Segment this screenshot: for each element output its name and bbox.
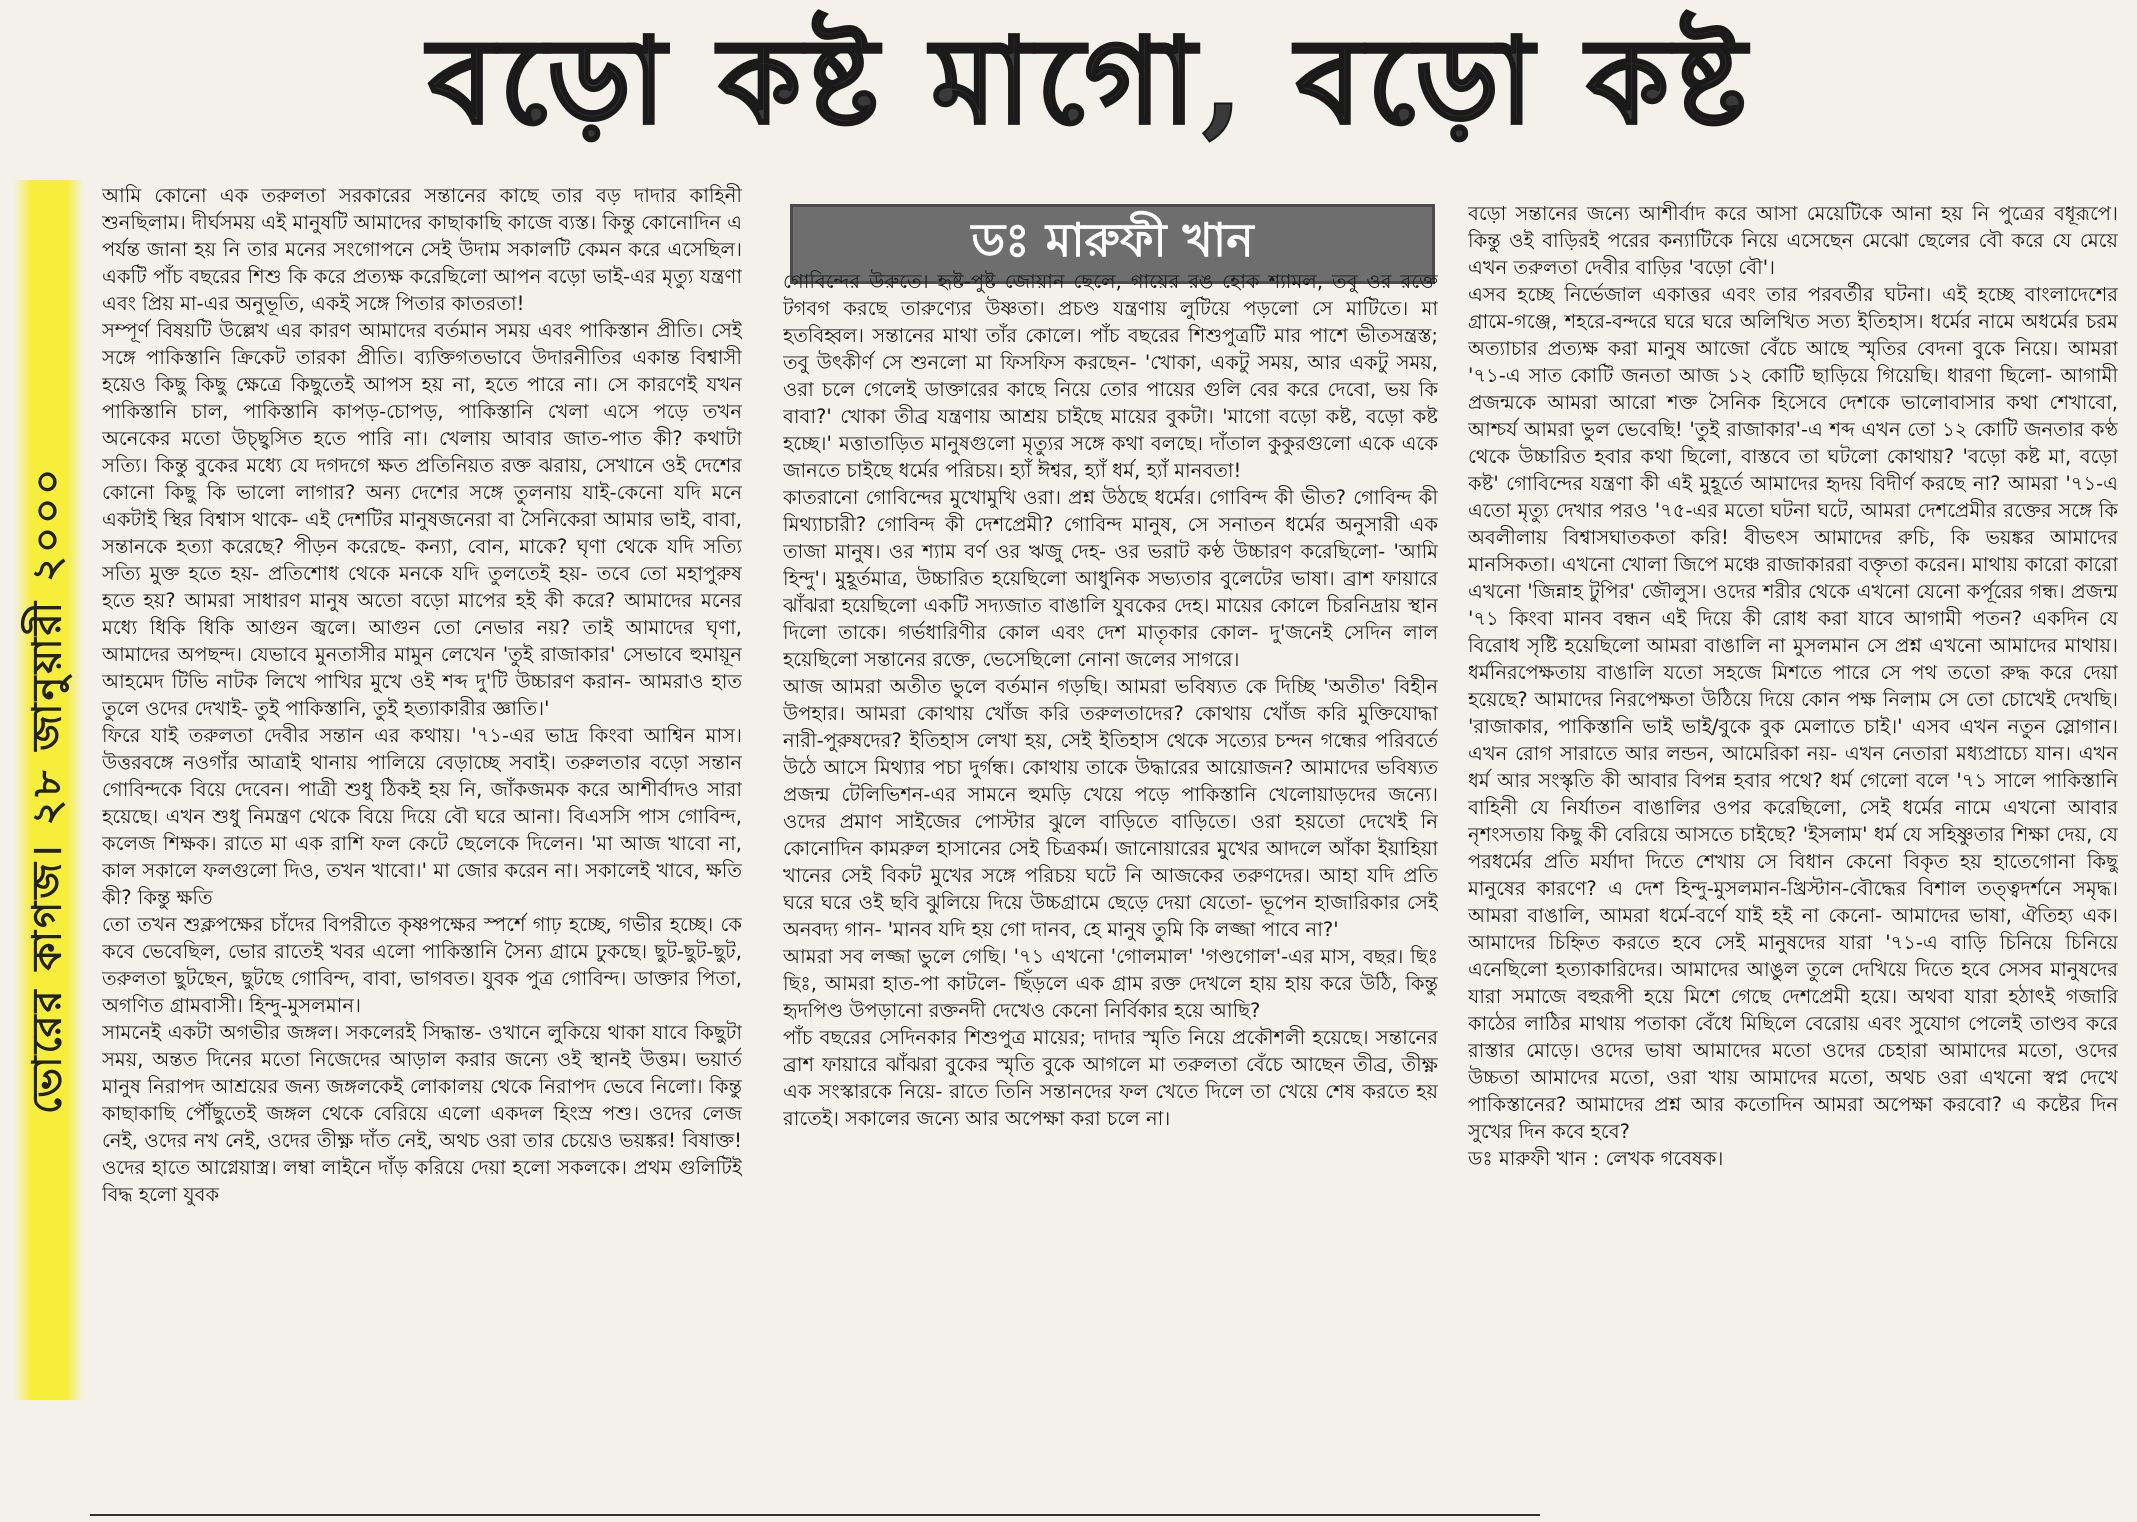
paragraph: আজ আমরা অতীত ভুলে বর্তমান গড়ছি। আমরা ভবিষ্যত কে দিচ্ছি 'অতীত' বিহীন উপহার। আমরা কোথায় খোঁজ করি তরুলতাদের? কোথায় খোঁজ করি মুক্তিযোদ্ধা নারী-পুরুষদের? ইতিহাস লেখা হয়, সেই ইতিহাস থেকে সত্যের চন্দন গন্ধের পরিবর্তে উঠে আসে মিথ্যার পচা দুর্গন্ধ। কোথায় তাকে উদ্ধারের আয়োজন? আমাদের ভবিষ্যত প্রজন্ম টেলিভিশন-এর সামনে হুমড়ি খেয়ে পড়ে পাকিস্তানি খেলোয়াড়দের জন্যে। ওদের প্রমাণ সাইজের পোস্টার ঝুলে বাড়িতে বাড়িতে। ওরা হয়তো দেখেই নি কোনোদিন কামরুল হাসানের সেই চিত্রকর্ম। জানোয়ারের মুখের আদলে আঁকা ইয়াহিয়া খানের সেই বিকট মুখের সঙ্গে পরিচয় ঘটে নি আজকের তরুণদের। আহা যদি প্রতি ঘরে ঘরে ওই ছবি ঝুলিয়ে দিয়ে উচ্চগ্রামে ছেড়ে দেয়া যেতো- ভূপেন হাজারিকার সেই অনবদ্য গান- 'মানব যদি হয় গো দানব, হে মানুষ তুমি কি লজ্জা পাবে না?': [783, 675, 1438, 941]
column-middle: [783, 268, 1438, 1512]
paragraph: পাঁচ বছরের সেদিনকার শিশুপুত্র মায়ের; দাদার স্মৃতি নিয়ে প্রকৌশলী হয়েছে। সন্তানের ব্রাশ ফায়ারে ঝাঁঝরা বুকের স্মৃতি বুকে আগলে মা তরুলতা বেঁচে আছেন তীব্র, তীক্ষ্ণ এক সংস্কারকে নিয়ে- রাতে তিনি সন্তানদের ফল খেতে দিলে তা খেয়ে শেষ করতে হয় রাতেই। সকালের জন্যে আর অপেক্ষা করা চলে না।: [783, 1026, 1438, 1130]
author-byline: ডঃ মারুফী খান: [971, 213, 1254, 267]
paragraph: আমি কোনো এক তরুলতা সরকারের সন্তানের কাছে তার বড় দাদার কাহিনী শুনছিলাম। দীর্ঘসময় এই মানুষটি আমাদের কাছাকাছি কাজে ব্যস্ত। কিন্তু কোনোদিন এ পর্যন্ত জানা হয় নি তার মনের সংগোপনে সেই উদাম সকালটি কেমন করে এসেছিল। একটি পাঁচ বছরের শিশু কি করে প্রত্যক্ষ করেছিলো আপন বড়ো ভাই-এর মৃত্যু যন্ত্রণা এবং প্রিয় মা-এর অনুভূতি, একই সঙ্গে পিতার কাতরতা!: [102, 184, 742, 315]
paragraph: এসব হচ্ছে নির্ভেজাল একাত্তর এবং তার পরবর্তীর ঘটনা। এই হচ্ছে বাংলাদেশের গ্রামে-গঞ্জে, শহরে-বন্দরে ঘরে ঘরে অলিখিত সত্য ইতিহাস। ধর্মের নামে অধর্মের চরম অত্যাচার প্রত্যক্ষ করা মানুষ আজো বেঁচে আছে স্মৃতির বেদনা বুকে নিয়ে। আমরা '৭১-এ সাত কোটি জনতা আজ ১২ কোটি ছাড়িয়ে গিয়েছি। ধারণা ছিলো- আগামী প্রজন্মকে আমরা আরো শক্ত সৈনিক হিসেবে দেশকে ভালোবাসার কথা শেখাবো, আশ্চর্য আমরা ভুল ভেবেছি! 'তুই রাজাকার'-এ শব্দ এখন তো ১২ কোটি জনতার কণ্ঠ থেকে উচ্চারিত হবার কথা ছিলো, বাস্তবে তা ঘটলো কোথায়? 'বড়ো কষ্ট মা, বড়ো কষ্ট' গোবিন্দের যন্ত্রণা কী এই মুহূর্তে আমাদের হৃদয় বিদীর্ণ করছে না? আমরা '৭১-এ এতো মৃত্যু দেখার পরও '৭৫-এর মতো ঘটনা ঘটে, আমরা দেশপ্রেমীর রক্তের সঙ্গে কি অবলীলায় বিশ্বাসঘাতকতা করি! বীভৎস আমাদের রুচি, কি ভয়ঙ্কর আমাদের মানসিকতা। এখনো খোলা জিপে মঞ্চে রাজাকাররা বক্তৃতা করেন। মাথায় কারো কারো এখনো 'জিন্নাহ টুপির' জৌলুস। ওদের শরীর থেকে এখনো যেনো কর্পূরের গন্ধ। প্রজন্ম '৭১ কিংবা মানব বন্ধন এই দিয়ে কী রোধ করা যাবে আগামী পতন? একদিন যে বিরোধ সৃষ্টি হয়েছিলো আমরা বাঙালি না মুসলমান সে প্রশ্ন এখনো আমাদের মাথায়। ধর্মনিরপেক্ষতায় বাঙালি যতো সহজে মিশতে পারে সে পথ ততো রুদ্ধ করে দেয়া হয়েছে? আমাদের নিরপেক্ষতা উঠিয়ে দিয়ে কোন পক্ষ নিলাম সে তো চোখেই দেখছি। 'রাজাকার, পাকিস্তানি ভাই ভাই/বুকে বুক মেলাতে চাই।' এসব এখন নতুন স্লোগান। এখন রোগ সারাতে আর লন্ডন, আমেরিকা নয়- এখন নেতারা মধ্যপ্রাচ্যে যান। এখন ধর্ম আর সংস্কৃতি কী আবার বিপন্ন হবার পথে? ধর্ম গেলো বলে '৭১ সালে পাকিস্তানি বাহিনী যে নির্যাতন বাঙালির ওপর করেছিলো, সেই ধর্মের নামে এখনো আবার নৃশংসতায় কিছু কী বেরিয়ে আসতে চাইছে? 'ইসলাম' ধর্ম যে সহিষ্ণুতার শিক্ষা দেয়, যে পরধর্মের প্রতি মর্যাদা দিতে শেখায় সে বিধান কেনো বিকৃত হয় হাতেগোনা কিছু মানুষের কারণে? এ দেশ হিন্দু-মুসলমান-খ্রিস্টান-বৌদ্ধের বিশাল তত্ত্বদর্শনে সমৃদ্ধ। আমরা বাঙালি, আমরা ধর্মে-বর্ণে যাই হই না কেনো- আমাদের ভাষা, ঐতিহ্য এক। আমাদের চিহ্নিত করতে হবে সেই মানুষদের যারা '৭১-এ বাড়ি চিনিয়ে চিনিয়ে এনেছিলো হত্যাকারিদের। আমাদের আঙুল তুলে দেখিয়ে দিতে হবে সেসব মানুষদের যারা সমাজে বহুরূপী হয়ে মিশে গেছে দেশপ্রেমী হয়ে। অথবা যারা হঠাৎই গজারি কাঠের লাঠির মাথায় পতাকা বেঁধে মিছিলে বেরোয় এবং সুযোগ পেলেই তাণ্ডব করে রাস্তার মোড়ে। ওদের ভাষা আমাদের মতো ওদের চেহারা আমাদের মতো, ওদের উচ্চতা আমাদের মতো, ওরা খায় আমাদের মতো, অথচ ওরা এখনো স্বপ্ন দেখে পাকিস্তানের? আমাদের প্রশ্ন আর কতোদিন আমরা অপেক্ষা করবো? এ কষ্টের দিন সুখের দিন কবে হবে?: [1468, 283, 2118, 1143]
column-left: [102, 182, 742, 1512]
paragraph: গোবিন্দের উরুতে। হৃষ্ট-পুষ্ট জোয়ান ছেলে, গায়ের রঙ হোক শ্যামল, তবু ওর রক্তে টগবগ করছে তারুণ্যের উষ্ণতা। প্রচণ্ড যন্ত্রণায় লুটিয়ে পড়লো সে মাটিতে। মা হতবিহ্বল। সন্তানের মাথা তাঁর কোলে। পাঁচ বছরের শিশুপুত্রটি মার পাশে ভীতসন্ত্রস্ত; তবু উৎকীর্ণ সে শুনলো মা ফিসফিস করছেন- 'খোকা, একটু সময়, আর একটু সময়, ওরা চলে গেলেই ডাক্তারের কাছে নিয়ে তোর পায়ের গুলি বের করে দেবো, ভয় কি বাবা?' খোকা তীব্র যন্ত্রণায় আশ্রয় চাইছে মায়ের বুকটা। 'মাগো বড়ো কষ্ট, বড়ো কষ্ট হচ্ছে।' মত্তাতাড়িত মানুষগুলো মৃত্যুর সঙ্গে কথা বলছে। দাঁতাল কুকুরগুলো একে একে জানতে চাইছে ধর্মের পরিচয়। হ্যাঁ ঈশ্বর, হ্যাঁ ধর্ম, হ্যাঁ মানবতা!: [783, 270, 1438, 482]
column-right: [1468, 200, 2118, 1512]
paragraph: সম্পূর্ণ বিষয়টি উল্লেখ এর কারণ আমাদের বর্তমান সময় এবং পাকিস্তান প্রীতি। সেই সঙ্গে পাকিস্তানি ক্রিকেট তারকা প্রীতি। ব্যক্তিগতভাবে উদারনীতির একান্ত বিশ্বাসী হয়েও কিছু কিছু ক্ষেত্রে কিছুতেই আপস হয় না, হতে পারে না। সে কারণেই যখন পাকিস্তানি চাল, পাকিস্তানি কাপড়-চোপড়, পাকিস্তানি খেলা এসে পড়ে তখন অনেকের মতো উচ্ছ্বসিত হতে পারি না। খেলায় আবার জাত-পাত কী? কথাটা সত্যি। কিন্তু বুকের মধ্যে যে দগদগে ক্ষত প্রতিনিয়ত রক্ত ঝরায়, সেখানে ওই দেশের কোনো কিছু কি ভালো লাগার? অন্য দেশের সঙ্গে তুলনায় যাই-কেনো যদি মনে একটাই স্থির বিশ্বাস থাকে- এই দেশটির মানুষজনেরা বা সৈনিকেরা আমার ভাই, বাবা, সন্তানকে হত্যা করেছে? পীড়ন করেছে- কন্যা, বোন, মাকে? ঘৃণা থেকে যদি সত্যি সত্যি মুক্ত হতে হয়- প্রতিশোধ থেকে মনকে যদি তুলতেই হয়- তবে তো মহাপুরুষ হতে হয়? আমরা সাধারণ মানুষ অতো বড়ো মাপের হই কী করে? আমাদের মনের মধ্যে ধিকি ধিকি আগুন জ্বলে। আগুন তো নেভার নয়? তাই আমাদের ঘৃণা, আমাদের অপছন্দ। যেভাবে মুনতাসীর মামুন লেখেন 'তুই রাজাকার' সেভাবে হুমায়ূন আহমেদ টিভি নাটক লিখে পাখির মুখে ওই শব্দ দু'টি উচ্চারণ করান- আমরাও হাত তুলে ওদের দেখাই- তুই পাকিস্তানি, তুই হত্যাকারীর জ্ঞাতি।': [102, 319, 742, 720]
bottom-rule: [90, 1514, 1540, 1516]
headline: বড়ো কষ্ট মাগো, বড়ো কষ্ট: [428, 11, 1752, 150]
paragraph: তো তখন শুক্লপক্ষের চাঁদের বিপরীতে কৃষ্ণপক্ষের স্পর্শে গাঢ় হচ্ছে, গভীর হচ্ছে। কে কবে ভেবেছিল, ভোর রাতেই খবর এলো পাকিস্তানি সৈন্য গ্রামে ঢুকছে। ছুট-ছুট-ছুট, তরুলতা ছুটছেন, ছুটছে গোবিন্দ, বাবা, ভাগবত। যুবক পুত্র গোবিন্দ। ডাক্তার পিতা, অগণিত গ্রামবাসী। হিন্দু-মুসলমান।: [102, 913, 742, 1017]
author-note: ডঃ মারুফী খান : লেখক গবেষক।: [1468, 1147, 1724, 1170]
publication-date: ভোরের কাগজ। ২৮ জানুয়ারী ২০০০: [24, 465, 71, 1115]
paragraph: ফিরে যাই তরুলতা দেবীর সন্তান এর কথায়। '৭১-এর ভাদ্র কিংবা আশ্বিন মাস। উত্তরবঙ্গে নওগাঁর আত্রাই থানায় পালিয়ে বেড়াচ্ছে সবাই। তরুলতার বড়ো সন্তান গোবিন্দকে বিয়ে দেবেন। পাত্রী শুধু ঠিকই হয় নি, জাঁকজমক করে আশীর্বাদও সারা হয়েছে। এখন শুধু নিমন্ত্রণ থেকে বিয়ে দিয়ে বৌ ঘরে আনা। বিএসসি পাস গোবিন্দ, কলেজ শিক্ষক। রাতে মা এক রাশি ফল কেটে ছেলেকে দিলেন। 'মা আজ খাবো না, কাল সকালে ফলগুলো দিও, তখন খাবো।' মা জোর করেন না। সকালেই খাবে, ক্ষতি কী? কিন্তু ক্ষতি: [102, 724, 742, 909]
date-highlight: [14, 180, 84, 1400]
paragraph: কাতরানো গোবিন্দের মুখোমুখি ওরা। প্রশ্ন উঠছে ধর্মের। গোবিন্দ কী ভীত? গোবিন্দ কী মিথ্যাচারী? গোবিন্দ কী দেশপ্রেমী? গোবিন্দ মানুষ, সে সনাতন ধর্মের অনুসারী এক তাজা মানুষ। ওর শ্যাম বর্ণ ওর ঋজু দেহ- ওর ভরাট কণ্ঠ উচ্চারণ করেছিলো- 'আমি হিন্দু'। মুহূর্তমাত্র, উচ্চারিত হয়েছিলো আধুনিক সভ্যতার বুলেটের ভাষা। ব্রাশ ফায়ারে ঝাঁঝরা হয়েছিলো একটি সদ্যজাত বাঙালি যুবকের দেহ। মায়ের কোলে চিরনিদ্রায় স্থান দিলো তাকে। গর্ভধারিণীর কোল এবং দেশ মাতৃকার কোল- দু'জনেই সেদিন লাল হয়েছিলো সন্তানের রক্তে, ভেসেছিলো নোনা জলের সাগরে।: [783, 486, 1438, 671]
paragraph: বড়ো সন্তানের জন্যে আশীর্বাদ করে আসা মেয়েটিকে আনা হয় নি পুত্রের বধূরূপে। কিন্তু ওই বাড়িরই পরের কন্যাটিকে নিয়ে এসেছেন মেঝো ছেলের বৌ করে যে মেয়ে এখন তরুলতা দেবীর বাড়ির 'বড়ো বৌ'।: [1468, 202, 2118, 279]
paragraph: আমরা সব লজ্জা ভুলে গেছি। '৭১ এখনো 'গোলমাল' 'গণ্ডগোল'-এর মাস, বছর। ছিঃ ছিঃ, আমরা হাত-পা কাটলে- ছিঁড়লে এক গ্রাম রক্ত দেখলে হায় হায় করে উঠি, কিন্তু হৃদপিণ্ড উপড়ানো রক্তনদী দেখেও কেনো নির্বিকার হয়ে আছি?: [783, 945, 1438, 1022]
paragraph: সামনেই একটা অগভীর জঙ্গল। সকলেরই সিদ্ধান্ত- ওখানে লুকিয়ে থাকা যাবে কিছুটা সময়, অন্তত দিনের মতো নিজেদের আড়াল করার জন্যে ওই স্থানই উত্তম। ভয়ার্ত মানুষ নিরাপদ আশ্রয়ের জন্য জঙ্গলকেই লোকালয় থেকে নিরাপদ ভেবে নিলো। কিন্তু কাছাকাছি পৌঁছুতেই জঙ্গল থেকে বেরিয়ে এলো একদল হিংস্র পশু। ওদের লেজ নেই, ওদের নখ নেই, ওদের তীক্ষ্ণ দাঁত নেই, অথচ ওরা তার চেয়েও ভয়ঙ্কর! বিষাক্ত! ওদের হাতে আগ্নেয়াস্ত্র। লম্বা লাইনে দাঁড় করিয়ে দেয়া হলো সকলকে। প্রথম গুলিটিই বিদ্ধ হলো যুবক: [102, 1021, 742, 1206]
